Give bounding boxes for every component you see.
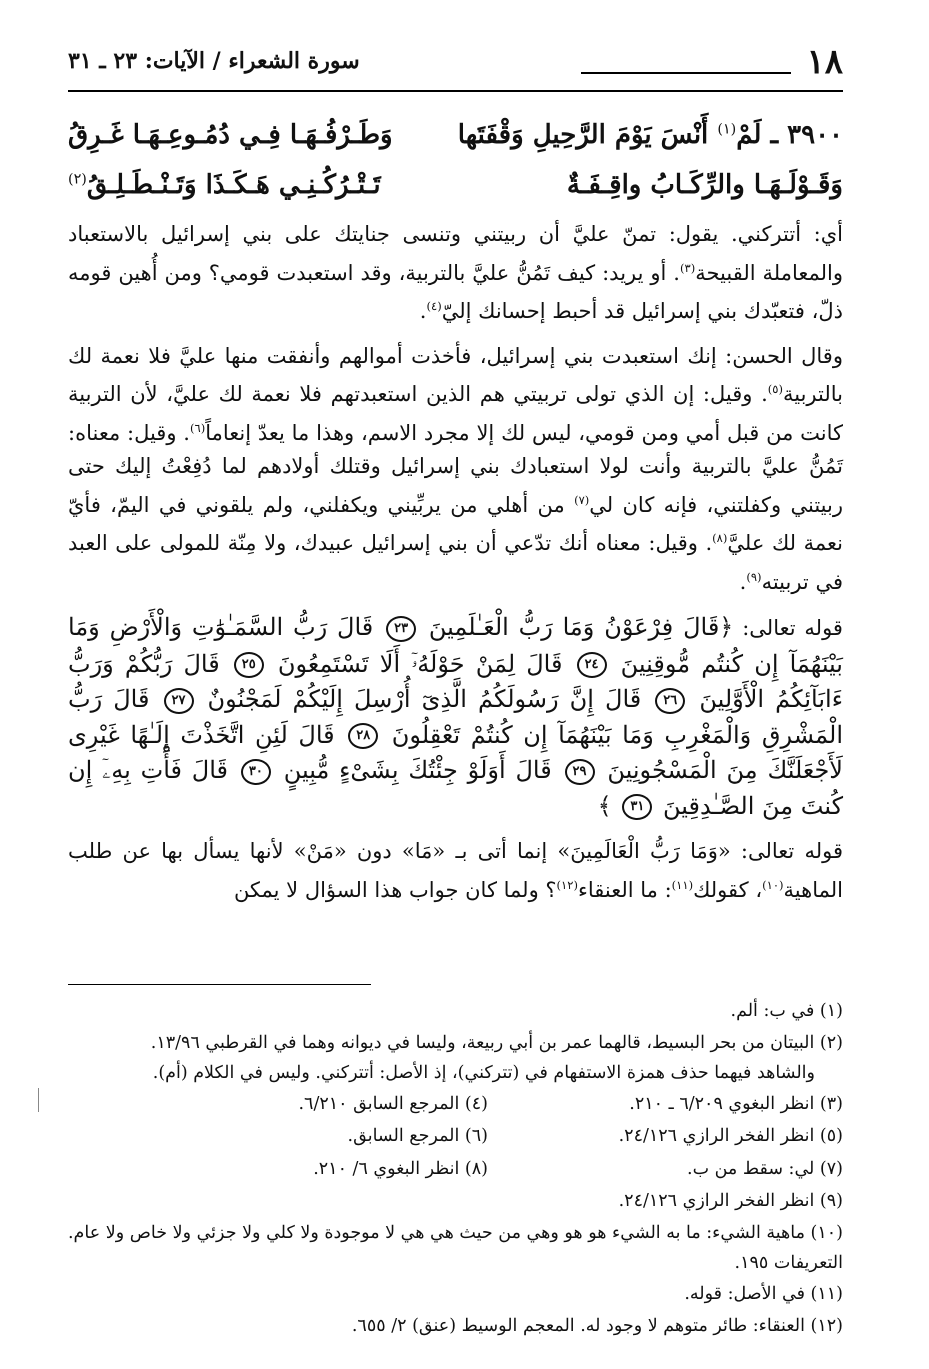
page-number: ١٨ [806, 42, 843, 82]
footnote-row [68, 1088, 843, 1121]
footnote-4: (٤) المرجع السابق ٦/٢١٠. [298, 1093, 488, 1114]
verse-line2-first-hemistich: وَقَـوْلَـهَـا والرِّكَـابُ واقِـفَـةٌ [566, 170, 843, 200]
ayah-number-marker: ٣١ [622, 794, 652, 820]
header-rule [581, 72, 791, 74]
ayah-text: قَالَ لَئِنِ اتَّخَذْتَ إِلَـٰهًا غَيْرِى لَأَجْعَلَنَّكَ مِنَ الْمَسْجُونِينَ [68, 720, 843, 784]
verse-line1-first-hemistich: ٣٩٠٠ ـ لَمْ$^{(١)}$ أَنْسَ يَوْمَ الرَّحِيلِ وَقْفَتَها [457, 120, 843, 150]
ayah-number-marker: ٢٧ [164, 688, 194, 714]
commentary-body [68, 218, 843, 907]
footnote-row [68, 1120, 843, 1153]
footnote-row [68, 1153, 843, 1186]
commentary-paragraph: وقال الحسن: إنك استعبدت بني إسرائيل، فأخذت أموالهم وأنفقت منها عليَّ فلا نعمة لك بالتربية$^{(٥)}$. وقيل: إن الذي تولى تربيتي هم الذين استعبدتهم فلا نعمة لك عليَّ، لأن التربية كانت من قبل أمي ومن قومي، ليس لك إلا مجرد الاسم، وهذا ما يعدّ إنعاماً$^{(٦)}$. وقيل: معناه: تَمُنُّ عليَّ بالتربية وأنت لولا استعبادك بني إسرائيل وقتلك أولادهم لما دُفِعْتُ إليك حتى ربيتني وكفلتني، فإنه كان لي$^{(٧)}$ من أهلي من يربِّيني ويكفلني، ولم يلقوني في اليمّ، فأيّ نعمة لك عليَّ$^{(٨)}$. وقيل: معناه أنك تدّعي أن بني إسرائيل عبيدك، ولا مِنّة للمولى على العبد في تربيته$^{(٩)}$. [68, 343, 843, 594]
footnote-8: (٨) انظر البغوي ٦/ ٢١٠. [313, 1158, 488, 1179]
ayah-number-marker: ٢٦ [655, 688, 685, 714]
ayah-number-marker: ٢٩ [565, 759, 595, 785]
footnote-3: (٣) انظر البغوي ٦/٢٠٩ ـ ٢١٠. [629, 1093, 843, 1114]
ayah-text: قَالَ لِمَنْ حَوْلَهُۥٓ أَلَا تَسْتَمِعُونَ [277, 649, 563, 678]
ayah-text: قَالَ فَأْتِ بِهِۦٓ إِن كُنتَ مِنَ الصَّـٰدِقِينَ [68, 756, 843, 820]
ayah-number-marker: ٢٤ [577, 652, 607, 678]
footnote-9: (٩) انظر الفخر الرازي ٢٤/١٢٦. [618, 1191, 843, 1211]
footnote-7: (٧) لي: سقط من ب. [687, 1158, 843, 1179]
poetry-verse [68, 120, 843, 218]
page-header [68, 40, 843, 92]
footnote-separator [68, 984, 371, 985]
footnotes [68, 995, 843, 1343]
ayah-number-marker: ٣٠ [241, 759, 271, 785]
ayah-number-marker: ٢٥ [234, 652, 264, 678]
footnote-11: (١١) في الأصل: قوله. [684, 1283, 843, 1304]
scan-edge-mark [38, 1088, 39, 1112]
ayah-number-marker: ٢٣ [386, 616, 416, 642]
ayah-text: قَالَ فِرْعَوْنُ وَمَا رَبُّ الْعَـٰلَمِينَ [428, 613, 720, 641]
ayah-text: قَالَ رَبُّ السَّمَـٰوَٰتِ وَالْأَرْضِ وَمَا بَيْنَهُمَآ إِن كُنتُم مُّوقِنِينَ [68, 613, 843, 678]
quran-passage: قوله تعالى: ﴿قَالَ فِرْعَوْنُ وَمَا رَبُّ الْعَـٰلَمِينَ ٢٣ قَالَ رَبُّ السَّمَـٰوَٰتِ وَالْأَرْضِ وَمَا بَيْنَهُمَآ إِن كُنتُم مُّوقِنِينَ ٢٤ قَالَ لِمَنْ حَوْلَهُۥٓ أَلَا تَسْتَمِعُونَ ٢٥ قَالَ رَبُّكُمْ وَرَبُّ ءَابَآئِكُمُ الْأَوَّلِينَ ٢٦ قَالَ إِنَّ رَسُولَكُمُ الَّذِىٓ أُرْسِلَ إِلَيْكُمْ لَمَجْنُونٌ ٢٧ قَالَ رَبُّ الْمَشْرِقِ وَالْمَغْرِبِ وَمَا بَيْنَهُمَآ إِن كُنتُمْ تَعْقِلُونَ ٢٨ قَالَ لَئِنِ اتَّخَذْتَ إِلَـٰهًا غَيْرِى لَأَجْعَلَنَّكَ مِنَ الْمَسْجُونِينَ ٢٩ قَالَ أَوَلَوْ جِئْتُكَ بِشَىْءٍ مُّبِينٍ ٣٠ قَالَ فَأْتِ بِهِۦٓ إِن كُنتَ مِنَ الصَّـٰدِقِينَ ٣١ ﴾ [68, 613, 843, 820]
footnote-12: (١٢) العنقاء: طائر متوهم لا وجود له. المعجم الوسيط (عنق) ٢/ ٦٥٥. [351, 1316, 843, 1336]
ayah-text: قَالَ رَبُّكُمْ وَرَبُّ ءَابَآئِكُمُ الْأَوَّلِينَ [68, 649, 843, 713]
commentary-paragraph: أي: أتتركني. يقول: تمنّ عليَّ أن ربيتني وتنسى جنايتك على بني إسرائيل بالاستعباد والمعاملة القبيحة$^{(٣)}$. أو يريد: كيف تَمُنُّ عليَّ بالتربية، وقد استعبدت قومي؟ ومن أُهين قومه ذلّ، فتعبّدك بني إسرائيل قد أحبط إحسانك إليّ$^{(٤)}$. [68, 222, 843, 323]
footnote-2: (٢) البيتان من بحر البسيط، قالهما عمر بن أبي ربيعة، وليسا في ديوانه وهما في القرطبي ١٣/٩٦. والشاهد فيهما حذف همزة الاستفهام في (تتركني)، إذ الأصل: أتتركني. وليس في الكلام (أم). [150, 1032, 843, 1083]
verse-line1-second-hemistich: وَطَـرْفُـهَـا فِـي دُمُـوعِـهَـا غَـرِقُ [68, 120, 393, 150]
book-page [67, 40, 843, 1336]
verse-line2-second-hemistich: تَـتْـرُكُـنِـي هَـكَـذَا وَتَـنْـطَـلِـقُ$^{(٢)}$ [68, 170, 381, 200]
footnote-5: (٥) انظر الفخر الرازي ٢٤/١٢٦. [618, 1126, 843, 1146]
ayah-text: قَالَ إِنَّ رَسُولَكُمُ الَّذِىٓ أُرْسِلَ إِلَيْكُمْ لَمَجْنُونٌ [207, 685, 642, 713]
ayah-text: قَالَ رَبُّ الْمَشْرِقِ وَالْمَغْرِبِ وَمَا بَيْنَهُمَآ إِن كُنتُمْ تَعْقِلُونَ [68, 685, 843, 749]
ayah-text: قَالَ أَوَلَوْ جِئْتُكَ بِشَىْءٍ مُّبِينٍ [283, 756, 552, 784]
commentary-paragraph: قوله تعالى: «وَمَا رَبُّ الْعَالَمِينَ» إنما أتى بـ «مَا» دون «مَنْ» لأنها يسأل بها عن طلب الماهية$^{(١٠)}$، كقولك$^{(١١)}$: ما العنقاء$^{(١٢)}$؟ ولما كان جواب هذا السؤال لا يمكن [68, 839, 843, 902]
running-title: سورة الشعراء / الآيات: ٢٣ ـ ٣١ [68, 48, 360, 74]
footnote-1: (١) في ب: ألم. [730, 1001, 843, 1021]
footnote-10: (١٠) ماهية الشيء: ما به الشيء هو هو وهي من حيث هي هي لا موجودة ولا كلي ولا جزئي ولا خاص ولا عام. التعريفات ١٩٥. [67, 1222, 843, 1273]
ayah-number-marker: ٢٨ [348, 723, 378, 749]
footnote-6: (٦) المرجع السابق. [347, 1126, 488, 1146]
